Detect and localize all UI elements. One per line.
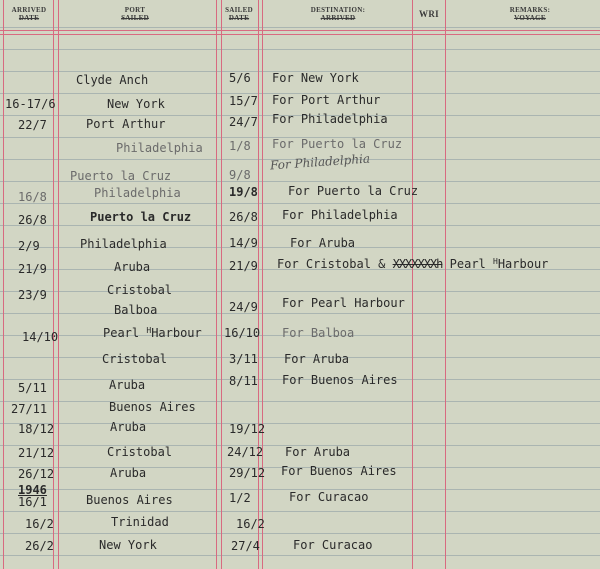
arrived-cell: 27/11: [11, 402, 48, 416]
dest-cell: For Balboa: [282, 326, 355, 340]
arrived-cell: 26/2: [25, 539, 54, 553]
header-remarks-label: REMARKS:: [509, 6, 551, 14]
arrived-cell: 26/12: [18, 467, 55, 481]
port-cell: New York: [99, 538, 157, 552]
arrived-cell: 2/9: [18, 239, 40, 253]
header-destination-sub: ARRIVED: [320, 14, 356, 22]
dest-cell: For Curacao: [293, 538, 373, 552]
port-sup: H: [146, 326, 152, 335]
dest-cell: For Buenos Aires: [282, 373, 398, 387]
arrived-cell: 16/2: [25, 517, 54, 531]
dest-tail-sup: H: [493, 257, 498, 266]
sailed-cell: 1/8: [229, 139, 251, 153]
port-cell: Balboa: [114, 303, 158, 317]
sailed-cell: 24/9: [229, 300, 258, 314]
handwritten-dest-cell: For Philadelphia: [269, 151, 371, 173]
rule-arrived-2: [58, 0, 59, 569]
port-cell: Philadelphia: [94, 186, 181, 200]
rule-wri: [445, 0, 446, 569]
rule-sailed-2: [262, 0, 263, 569]
header-rule: [0, 30, 600, 31]
port-cell: [103, 326, 202, 342]
port-cell: Cristobal: [107, 283, 173, 297]
port-text-2: Harbour: [151, 326, 202, 340]
sailed-cell: 27/4: [231, 539, 260, 553]
arrived-cell: 21/12: [18, 446, 55, 460]
port-cell: Port Arthur: [86, 117, 166, 131]
dest-cell: For Philadelphia: [282, 208, 398, 222]
header-destination-label: DESTINATION:: [310, 6, 366, 14]
dest-cell: For Aruba: [284, 352, 350, 366]
sailed-cell: 29/12: [229, 466, 266, 480]
sailed-cell: 15/7: [229, 94, 258, 108]
sailed-cell: 16/10: [224, 326, 261, 340]
arrived-cell: 18/12: [18, 422, 55, 436]
dest-cell: For Aruba: [290, 236, 356, 250]
arrived-cell: 16-17/6: [5, 97, 56, 111]
sailed-cell: 14/9: [229, 236, 258, 250]
arrived-cell: 5/11: [18, 381, 47, 395]
header-port: [90, 6, 180, 22]
sailed-cell: 5/6: [229, 71, 251, 85]
header-arrived: [6, 6, 52, 22]
sailed-cell: 3/11: [229, 352, 258, 366]
rule-port: [216, 0, 217, 569]
arrived-cell: 22/7: [18, 118, 47, 132]
sailed-cell: 26/8: [229, 210, 258, 224]
sailed-cell: 21/9: [229, 259, 258, 273]
rule-arrived: [53, 0, 54, 569]
header-sailed-sub: DATE: [228, 14, 250, 22]
port-cell: Aruba: [114, 260, 151, 274]
rule-left: [3, 0, 4, 569]
header-remarks: [490, 6, 570, 22]
arrived-cell: 26/8: [18, 213, 47, 227]
arrived-cell: 16/8: [18, 190, 47, 204]
header-destination: [298, 6, 378, 22]
port-cell: Aruba: [109, 378, 146, 392]
dest-cell: For Pearl Harbour: [282, 296, 405, 310]
port-cell: Puerto la Cruz: [70, 169, 172, 183]
header-sailed-label: SAILED: [225, 6, 253, 14]
header-port-label: PORT: [124, 6, 146, 14]
sailed-cell: 16/2: [236, 517, 265, 531]
arrived-cell: 23/9: [18, 288, 47, 302]
dest-cell: For Curacao: [289, 490, 369, 504]
port-cell: Cristobal: [107, 445, 173, 459]
port-cell: Philadelphia: [80, 237, 167, 251]
header-sailed: [220, 6, 258, 22]
sailed-cell: 8/11: [229, 374, 258, 388]
arrived-cell: 16/1: [18, 495, 47, 509]
header-arrived-label: ARRIVED: [11, 6, 47, 14]
port-cell: Buenos Aires: [109, 400, 196, 414]
dest-cell: [277, 257, 548, 273]
port-cell: Philadelphia: [116, 141, 203, 155]
arrived-year-cell: 1946: [18, 483, 47, 497]
port-cell: Aruba: [110, 420, 147, 434]
dest-struck-text: XXXXXXXh: [392, 257, 443, 271]
dest-cell: For Puerto la Cruz: [272, 137, 403, 151]
port-cell: Aruba: [110, 466, 147, 480]
arrived-cell: 21/9: [18, 262, 47, 276]
dest-tail-text: Pearl: [449, 257, 486, 271]
dest-cell: For Aruba: [285, 445, 351, 459]
header-rule-2: [0, 34, 600, 35]
port-cell: Cristobal: [102, 352, 168, 366]
header-wri-label: WRI: [419, 9, 439, 19]
header-arrived-sub: DATE: [18, 14, 40, 22]
dest-tail-text-2: Harbour: [497, 257, 549, 271]
port-cell: New York: [107, 97, 165, 111]
header-remarks-sub: VOYAGE: [514, 14, 546, 22]
dest-cell: For Philadelphia: [272, 112, 388, 126]
header-port-sub: SAILED: [121, 14, 149, 22]
rule-port-2: [221, 0, 222, 569]
sailed-cell: 19/8: [229, 185, 258, 199]
port-text: Pearl: [103, 326, 140, 340]
arrived-cell: 14/10: [22, 330, 59, 344]
port-cell: Trinidad: [111, 515, 169, 529]
sailed-cell: 24/12: [227, 445, 264, 459]
rule-dest: [412, 0, 413, 569]
sailed-cell: 24/7: [229, 115, 258, 129]
port-cell: Puerto la Cruz: [90, 210, 192, 224]
sailed-cell: 9/8: [229, 168, 251, 182]
dest-text: For Cristobal &: [277, 257, 386, 271]
header-wri: [414, 10, 444, 18]
port-cell: Buenos Aires: [86, 493, 173, 507]
sailed-cell: 19/12: [229, 422, 266, 436]
dest-cell: For Port Arthur: [272, 93, 381, 107]
dest-cell: For New York: [272, 71, 359, 85]
rule-sailed: [258, 0, 259, 569]
dest-cell: For Puerto la Cruz: [288, 184, 419, 198]
port-cell: Clyde Anch: [76, 73, 149, 87]
dest-cell: For Buenos Aires: [281, 464, 397, 478]
sailed-cell: 1/2: [229, 491, 251, 505]
